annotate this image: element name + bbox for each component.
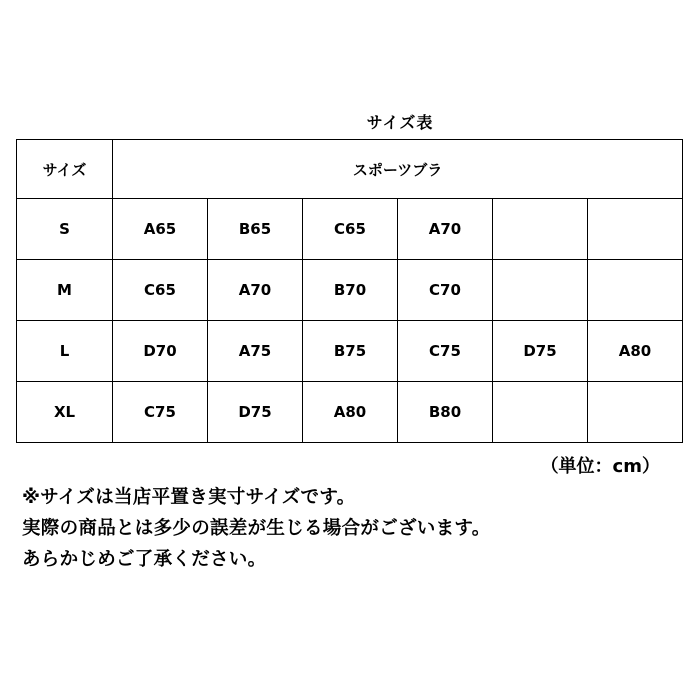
cup-cell: D75: [208, 382, 303, 443]
cup-cell: A80: [303, 382, 398, 443]
cup-cell: B65: [208, 199, 303, 260]
cup-cell: C75: [113, 382, 208, 443]
table-row: [17, 260, 683, 321]
cup-cell: D70: [113, 321, 208, 382]
size-cell: M: [17, 260, 113, 321]
unit-label: （単位：cm）: [540, 456, 660, 477]
cup-cell: [588, 260, 683, 321]
cup-cell: [588, 199, 683, 260]
cup-cell: B70: [303, 260, 398, 321]
note-line: あらかじめご了承ください。: [22, 549, 267, 570]
cup-cell: A80: [588, 321, 683, 382]
cup-cell: C70: [398, 260, 493, 321]
size-column-header: サイズ: [17, 140, 113, 199]
cup-cell: D75: [493, 321, 588, 382]
cup-cell: A70: [398, 199, 493, 260]
size-cell: S: [17, 199, 113, 260]
cup-cell: [493, 260, 588, 321]
note-line: ※サイズは当店平置き実寸サイズです。: [22, 487, 356, 508]
cup-cell: A70: [208, 260, 303, 321]
size-table: [16, 139, 683, 443]
cup-cell: [493, 199, 588, 260]
cup-cell: C65: [303, 199, 398, 260]
cup-cell: [588, 382, 683, 443]
table-row: [17, 199, 683, 260]
size-cell: XL: [17, 382, 113, 443]
cup-cell: [493, 382, 588, 443]
notes: [22, 482, 682, 575]
cup-cell: A65: [113, 199, 208, 260]
product-column-header: スポーツブラ: [113, 140, 683, 199]
table-row: [17, 382, 683, 443]
cup-cell: B80: [398, 382, 493, 443]
cup-cell: C65: [113, 260, 208, 321]
cup-cell: A75: [208, 321, 303, 382]
table-row: [17, 321, 683, 382]
size-cell: L: [17, 321, 113, 382]
table-header-row: [17, 140, 683, 199]
page-title: サイズ表: [366, 113, 434, 132]
cup-cell: B75: [303, 321, 398, 382]
cup-cell: C75: [398, 321, 493, 382]
note-line: 実際の商品とは多少の誤差が生じる場合がございます。: [22, 518, 491, 539]
